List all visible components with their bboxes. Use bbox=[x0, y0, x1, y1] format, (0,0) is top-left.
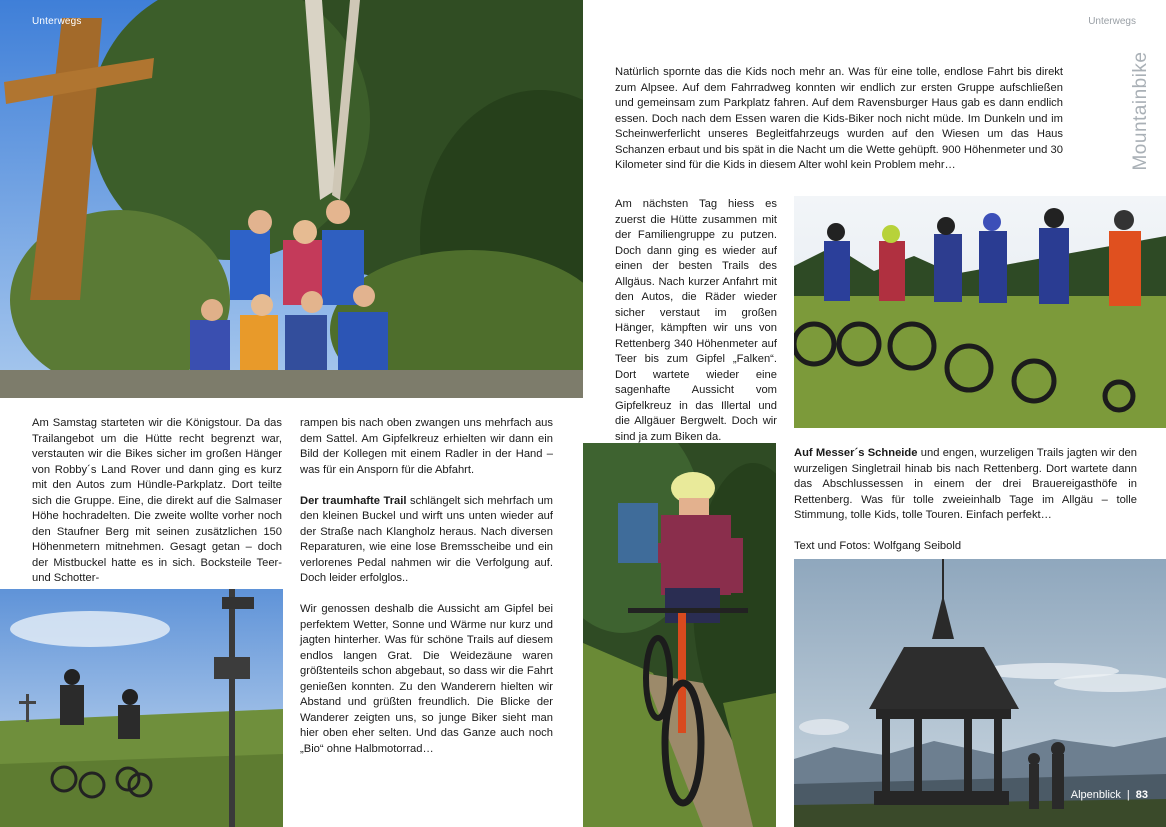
paragraph: Wir genossen deshalb die Aussicht am Gipfel bei perfektem Wetter, Sonne und Wärme nur kurz und jagten hinterher. Was für schöne Trails auf diesem endlos langen Grat. Die Weidezäune waren größtenteils schon abgebaut, so dass wir die Fahrt genießen konnten. Zu den Wanderern hielten wir Abstand und grüßten freundlich. Die Blicke der Wanderer zeigten uns, so junge Biker sieht man hier oben eher selten. Und das Ganze auch noch „Bio“ ohne Halbmotorrad… bbox=[300, 603, 553, 755]
paragraph bbox=[794, 446, 1137, 524]
article-column-2 bbox=[300, 416, 553, 757]
subheading-lead: Der traumhafte Trail bbox=[300, 494, 407, 507]
page-number: 83 bbox=[1135, 789, 1148, 801]
paragraph-body: schlängelt sich mehrfach um den kleinen Buckel und wirft uns unten wieder auf der Straße nach Klangholz heraus. Nach diversen Reparaturen, wie eine lose Bremsscheibe und ein verlorenes Pedal nahmen wir die Verfolgung auf. Doch leider erfolglos.. bbox=[300, 494, 553, 584]
magazine-name: Alpenblick bbox=[1070, 789, 1121, 801]
article-right-top bbox=[615, 65, 1063, 174]
article-right-mid bbox=[615, 197, 777, 445]
page-footer bbox=[1071, 789, 1148, 801]
running-head-left: Unterwegs bbox=[32, 16, 82, 27]
photo-bikers-signpost bbox=[0, 589, 283, 827]
paragraph bbox=[300, 494, 553, 587]
running-head-right: Unterwegs bbox=[1088, 16, 1136, 27]
paragraph-body: und engen, wurzeligen Trails jagten wir den wurzeligen Singletrail hinab bis nach Rettenberg. Dort wartete dann das Abschlussessen in einem der drei Brauereigasthöfe in Rettenberg. Was für tolle zweieinhalb Tage im Allgäu – tolle Stimmung, tolle Kids, tolle Touren. Einfach perfekt… bbox=[794, 447, 1137, 521]
photo-summit-group bbox=[0, 0, 583, 398]
subheading-lead: Auf Messer´s Schneide bbox=[794, 447, 918, 459]
photo-trail-rider bbox=[583, 443, 776, 827]
article-column-1 bbox=[32, 416, 282, 587]
photo-kids-bikes-lineup bbox=[794, 196, 1166, 428]
section-label-text: Mountainbike bbox=[1130, 51, 1151, 171]
article-right-low bbox=[794, 446, 1137, 555]
paragraph: rampen bis nach oben zwangen uns mehrfach aus dem Sattel. Am Gipfelkreuz erhielten wir dann ein Bild der Kollegen mit einem Radler in der Hand – was für ein Ansporn für die Abfahrt. bbox=[300, 417, 553, 476]
photo-chapel-silhouette bbox=[794, 559, 1166, 827]
section-label bbox=[1130, 36, 1152, 186]
footer-separator: | bbox=[1126, 789, 1130, 801]
paragraph: Am Samstag starteten wir die Königstour. Da das Trailangebot um die Hütte recht begrenzt war, verstauten wir die Bikes sicher im großen Hänger von Robby´s Land Rover und dann ging es kurz mit den Autos zum Hündle-Parkplatz. Dort teilte sich die Gruppe. Eine, die direkt auf die Salmaser Höhe hochradelten. Die zweite wollte vorher noch den Staufner Berg mit seinen zusätzlichen 150 Höhenmetern mitnehmen. Gesagt getan – doch der Mistbuckel hatte es in sich. Bocksteile Teer- und Schotter- bbox=[32, 417, 282, 584]
paragraph: Natürlich spornte das die Kids noch mehr an. Was für eine tolle, endlose Fahrt bis direkt zum Alpsee. Auf dem Fahrradweg konnten wir endlich zur ersten Gruppe aufschließen und gemeinsam zum Parkplatz fahren. Auf dem Ravensburger Haus gab es dann endlich essen. Doch nach dem Essen waren die Kids-Biker noch nicht müde. Im Dunkeln und im Scheinwerferlicht unseres Begleitfahrzeugs wurden auf den Wiesen um das Haus Schanzen erbaut und bis spät in die Nacht um die Wette gehüpft. 900 Höhenmeter und 30 Kilometer sind für die Kids in diesem Alter wohl kein Problem mehr… bbox=[615, 66, 1063, 171]
paragraph: Am nächsten Tag hiess es zuerst die Hütte zusammen mit der Familiengruppe zu putzen. Doch dann ging es wieder auf einen der besten Trails des Allgäus. Nach kurzer Anfahrt mit den Autos, die Räder wieder sicher verstaut im großen Hänger, kämpften wir uns von Rettenberg 340 Höhenmeter auf Teer bis zum Gipfel „Falken“. Dort wartete wieder eine sagenhafte Aussicht vom Gipfelkreuz in das Illertal und die Allgäuer Bergwelt. Doch wir sind ja zum Biken da. bbox=[615, 198, 777, 443]
photo-credit: Text und Fotos: Wolfgang Seibold bbox=[794, 540, 962, 552]
